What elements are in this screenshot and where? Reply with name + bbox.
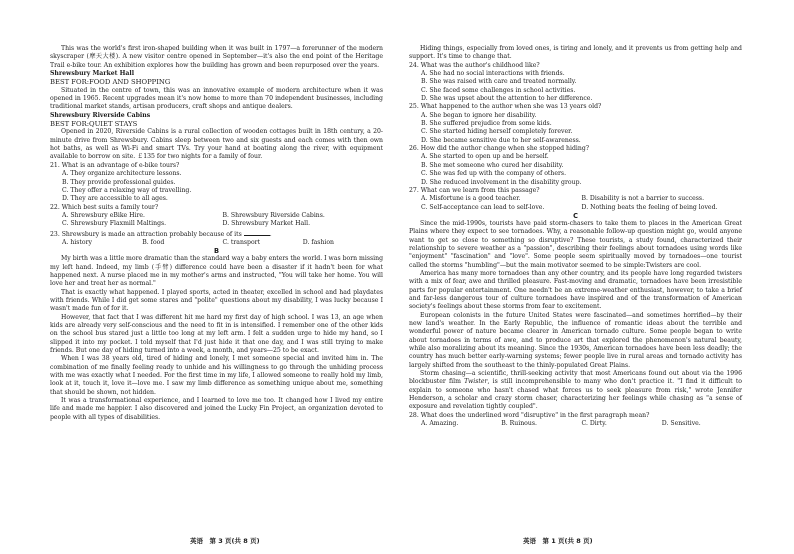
q24-option-d[interactable]: D. She was upset about the attention to her difference. bbox=[421, 95, 593, 103]
riverside-cabins-text: Opened in 2020, Riverside Cabins is a rural collection of wooden cottages built in 18th century, a 20-minute drive from Shrewsbury. Cabins sleep between two and six guests and each comes with then own hot baths, as well as Wi-Fi and smart TVs. Try your hand at boating along the river, with equipment available to borrow on site. ￡135 for two nights for a family of four. bbox=[50, 128, 383, 161]
q23-end: . bbox=[269, 230, 272, 238]
left-column bbox=[50, 45, 383, 422]
passage-b-paragraph-6: Hiding things, especially from loved ones, is tiring and lonely, and it prevents us from getting help and support. It's time to change that. bbox=[409, 45, 742, 61]
q21-option-a[interactable]: A. They organize architecture lessons. bbox=[62, 170, 182, 178]
question-28: 28. What does the underlined word "disruptive" in the first paragraph mean? bbox=[409, 411, 650, 419]
question-24: 24. What was the author's childhood like? bbox=[409, 61, 540, 69]
q24-option-a[interactable]: A. She had no social interactions with friends. bbox=[421, 70, 565, 78]
q22-option-b[interactable]: B. Shrewsbury Riverside Cabins. bbox=[222, 211, 325, 219]
question-25: 25. What happened to the author when she was 13 years old? bbox=[409, 103, 602, 111]
page-footer-left: 英语 第 3 页(共 8 页) bbox=[190, 537, 260, 545]
q23-option-d[interactable]: D. fashion bbox=[302, 238, 335, 246]
q21-option-d[interactable]: D. They are accessible to all ages. bbox=[62, 195, 168, 203]
passage-c-paragraph-1: Since the mid-1990s, tourists have paid storm-chasers to take them to places in the American Great Plains where they expect to see tornadoes. Why, a reasonable follow-up question might go, would anyone want to get so close to something so disruptive? These tourists, a study found, characterized their relationship to severe weather as a "passion", describing their feelings about tornadoes using words like "enjoyment" "fascination" and "love". Some people seem spiritually moved by tornadoes—one tourist called the storms "humbling"—but the main motivator seemed to be simple:Twisters are cool. bbox=[409, 219, 742, 269]
passage-b-paragraph-3: However, that fact that I was different hit me hard my first day of high school. I was 13, an age when kids are already very self-conscious and the need to fit in is intensified. I remember one of the other kids on the school bus stared just a little too long at my left arm. I felt a sudden urge to hide my hand, so I slipped it into my pocket. I told myself that I'd just hide it that one day, and I was still trying to make friends. But one day of hiding turned into a week, a month, and years—25 to be exact. bbox=[50, 313, 383, 355]
q27-option-b[interactable]: B. Disability is not a barrier to success. bbox=[581, 195, 705, 203]
passage-c-paragraph-3: European colonists in the future United States were fascinated—and sometimes horrified—by their new land's weather. In the Early Republic, the influence of romantic ideas about the terrible and wonderful power of nature became clearer in American tornado culture. Some people began to write about tornadoes in terms of awe, and to produce art that explored the phenomenon's natural beauty, while also moralizing about its meaning. Since the 1930s, American tornadoes have been less deadly; the country has much better early-warning systems; fewer people live in rural areas and tornado activity has largely shifted from the southeast to the thinly-populated Great Plains. bbox=[409, 311, 742, 369]
q24-option-b[interactable]: B. She was raised with care and treated normally. bbox=[421, 78, 577, 86]
q21-option-b[interactable]: B. They provide professional guides. bbox=[62, 178, 176, 186]
q26-option-b[interactable]: B. She met someone who cured her disability. bbox=[421, 161, 564, 169]
q23-stem: 23. Shrewsbury is made an attraction probably because of its bbox=[50, 230, 242, 238]
q27-option-d[interactable]: D. Nothing beats the feeling of being loved. bbox=[581, 203, 718, 211]
q23-blank bbox=[244, 229, 270, 236]
right-column bbox=[409, 45, 742, 428]
market-hall-text: Situated in the centre of town, this was an innovative example of modern architecture when it was opened in 1965. Recent upgrades mean it's now home to more than 70 independent businesses, including traditional market stands, artisan producers, craft shops and antique dealers. bbox=[50, 86, 383, 111]
q27-option-a[interactable]: A. Misfortune is a good teacher. bbox=[421, 195, 521, 203]
q25-option-c[interactable]: C. She started hiding herself completely forever. bbox=[421, 128, 573, 136]
q28-options-row bbox=[409, 420, 742, 428]
q24-option-c[interactable]: C. She faced some challenges in school activities. bbox=[421, 86, 576, 94]
q23-option-c[interactable]: C. transport bbox=[222, 238, 261, 246]
q27-option-c[interactable]: C. Self-acceptance can lead to self-love. bbox=[421, 203, 545, 211]
q25-option-d[interactable]: D. She became sensitive due to her self-awareness. bbox=[421, 136, 581, 144]
question-21: 21. What is an advantage of e-bike tours? bbox=[50, 161, 180, 169]
q28-option-a[interactable]: A. Amazing. bbox=[421, 420, 459, 428]
q22-option-d[interactable]: D. Shrewsbury Market Hall. bbox=[222, 220, 311, 228]
page-footer-right: 英语 第 1 页(共 8 页) bbox=[523, 537, 593, 545]
section-c-heading: C bbox=[573, 211, 578, 220]
film-title: Twister bbox=[464, 378, 488, 386]
question-27: 27. What can we learn from this passage? bbox=[409, 186, 540, 194]
riverside-cabins-heading: Shrewsbury Riverside Cabins bbox=[50, 111, 151, 119]
market-hall-best-for: BEST FOR:FOOD AND SHOPPING bbox=[50, 78, 171, 87]
passage-c-paragraph-2: America has many more tornadoes than any other country, and its people have long regarded twisters with a mix of fear, awe and thrilled pleasure. Fast-moving and dramatic, tornadoes have been irresistible parts for popular entertainment. One needn't be an extreme-weather enthusiast, however, to take a brief and far-less dangerous tour of culture tornadoes have inspired and of the transformation of American society's feelings about these storms from fear to excitement. bbox=[409, 269, 742, 311]
q27-options-row-1 bbox=[409, 195, 742, 203]
q28-option-b[interactable]: B. Ruinous. bbox=[501, 420, 537, 428]
passage-c-paragraph-4 bbox=[409, 370, 742, 412]
riverside-cabins-best-for: BEST FOR:QUIET STAYS bbox=[50, 120, 138, 129]
q23-option-a[interactable]: A. history bbox=[62, 238, 92, 246]
q23-option-b[interactable]: B. food bbox=[142, 238, 165, 246]
passage-b-paragraph-5: It was a transformational experience, and I learned to love me too. It changed how I lived my entire life and made me happier. I also discovered and joined the Lucky Fin Project, an organization devoted to people with all types of disabilities. bbox=[50, 397, 383, 421]
passage-b-paragraph-1: My birth was a little more dramatic than the standard way a baby enters the world. I was born missing my left hand. Indeed, my limb (手臂) difference could have been a disaster if it hadn't been for what happened next. A nurse placed me in my mother's arms and instructed, "You will take her home. You will love her and treat her as normal." bbox=[50, 255, 383, 288]
question-22: 22. Which best suits a family tour? bbox=[50, 203, 159, 211]
section-b-heading: B bbox=[213, 247, 220, 256]
q26-option-c[interactable]: C. She was fed up with the company of others. bbox=[421, 170, 567, 178]
passage-b-paragraph-4: When I was 38 years old, tired of hiding and lonely, I met someone special and invited him in. The combination of me finally feeling ready to unhide and his willingness to go through the unhiding process with me was exactly what I needed. For the first time in my life, I allowed someone to really hold my limb, look at it, touch it, love it—love me. I saw my limb difference as something unique about me, something that should be shown, not hidden. bbox=[50, 355, 383, 396]
q26-option-a[interactable]: A. She started to open up and be herself. bbox=[421, 153, 549, 161]
q22-options-row-2 bbox=[50, 220, 383, 228]
passage-b-paragraph-2: That is exactly what happened. I played sports, acted in theater, excelled in school and had playdates with friends. While I did get some stares and "polite" questions about my disability, I was lucky because I wasn't made fun of for it. bbox=[50, 288, 383, 313]
q28-option-d[interactable]: D. Sensitive. bbox=[661, 420, 701, 428]
q22-option-c[interactable]: C. Shrewsbury Flaxmill Maltings. bbox=[62, 220, 167, 228]
passage-c-p4-end: , is still incomprehensible to many who don't practice it. "I find it difficult to explain to someone who hasn't chased what forces us to seek pleasure from risk," wrote Jennifer Henderson, a scholar and crazy storm chaser, characterizing her feelings while chasing as "a sense of exposure and revelation tightly coupled". bbox=[409, 378, 742, 411]
passage-c-p4-start: Storm chasing—a scientific, thrill-seeking activity that most Americans found out about via the 1996 blockbuster film bbox=[409, 370, 742, 386]
intro-paragraph: This was the world's first iron-shaped building when it was built in 1797—a forerunner of the modern skyscraper (摩天大楼). A new visitor centre opened in September—it's also the end point of the Heritage Trail e-bike tour. An exhibition explores how the building has grown and been repurposed over the years. bbox=[50, 45, 383, 69]
q25-option-a[interactable]: A. She began to ignore her disability. bbox=[421, 111, 537, 119]
q22-options-row-1 bbox=[50, 212, 383, 220]
q27-options-row-2 bbox=[409, 204, 742, 212]
q22-option-a[interactable]: A. Shrewsbury eBike Hire. bbox=[62, 211, 145, 219]
q26-option-d[interactable]: D. She reduced involvement in the disability group. bbox=[421, 178, 582, 186]
q25-option-b[interactable]: B. She suffered prejudice from some kids. bbox=[421, 120, 552, 128]
question-23 bbox=[50, 229, 383, 239]
q28-option-c[interactable]: C. Dirty. bbox=[581, 420, 607, 428]
q21-option-c[interactable]: C. They offer a relaxing way of travelling. bbox=[62, 186, 192, 194]
q23-options-row bbox=[50, 239, 383, 247]
question-26: 26. How did the author change when she stopped hiding? bbox=[409, 145, 590, 153]
market-hall-heading: Shrewsbury Market Hall bbox=[50, 70, 135, 78]
